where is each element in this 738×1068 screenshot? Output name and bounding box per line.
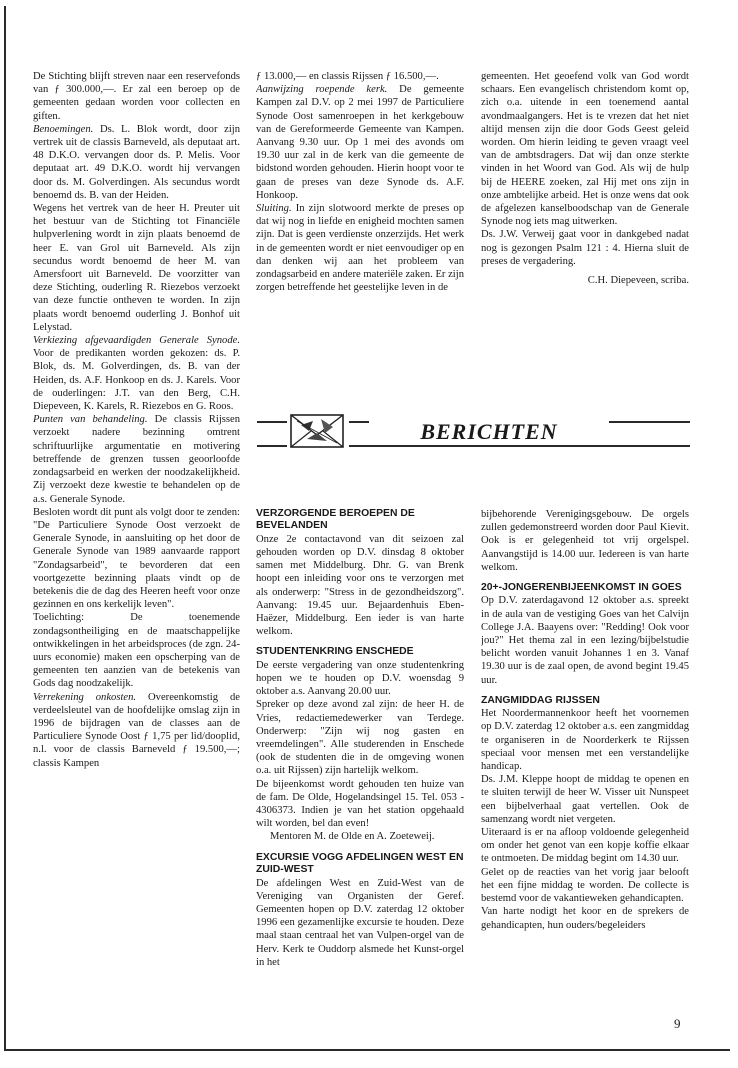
paragraph-lead: Punten van behandeling. [33, 414, 148, 426]
paragraph [256, 202, 464, 294]
paragraph-text: Spreker op deze avond zal zijn: de heer H. de Vries, redactiemedewerker van Terdege. Onderwerp: "Zijn wij nog gasten en vreemdelingen". Alle studerenden in Enschede (ook de studenten die in de omgeving wonen o.a. uit Rijssen) zijn hartelijk welkom. [256, 699, 464, 777]
column-1 [33, 70, 240, 1010]
paragraph [481, 707, 689, 773]
news-heading: STUDENTENKRING ENSCHEDE [256, 646, 414, 658]
paragraph [481, 866, 689, 906]
paragraph-text: ƒ 13.000,— en classis Rijssen ƒ 16.500,—. [256, 71, 439, 82]
paragraph-text: Uiteraard is er na afloop voldoende gelegenheid om onder het genot van een kopje koffie elkaar te ontmoeten. De middag begint om 14.30 uur. [481, 827, 689, 865]
paragraph-text: Gelet op de reacties van het vorig jaar belooft het een fijne middag te worden. De collecte is bestemd voor de vakantieweken gehandicapten. [481, 866, 689, 905]
paragraph-text: Onze 2e contactavond van dit seizoen zal gehouden worden op D.V. dinsdag 8 oktober samen met Middelburg. Dhr. G. van Brenk hoopt een inleiding voor ons te verzorgen met als onderwerp: "Stress in de gezondheidszorg". Aanvang: 19.45 uur. Bejaardenhuis Eben-Haëzer, Middelburg. Een ieder is van harte welkom. [256, 533, 464, 638]
paragraph [33, 70, 240, 123]
paragraph-text: Toelichting: De toenemende zondagsontheiliging en de maatschappelijke ontwikkelingen in het arbeidsproces (de zgn. 24-uurs economie) maken een opscherping van de gemeenten ten aanzien van de betekenis van Gods dag noodzakelijk. [33, 612, 240, 690]
paragraph-text: Van harte nodigt het koor en de sprekers de gehandicapten, hun ouders/begeleiders [481, 906, 689, 931]
paragraph [481, 826, 689, 866]
paragraph [481, 773, 689, 826]
paragraph-text: Wegens het vertrek van de heer H. Preuter uit het bestuur van de Stichting tot Financiële hulpverlening wordt in zijn plaats benoemd de heer E. van Grol uit Barneveld. Als zijn secundus wordt benoemd de heer M. van Amersfoort uit Barneveld. De voorzitter van deze Stichting, ouderling R. Riezebos verzoekt van deze functie ontheven te worden. In zijn plaats wordt benoemd ouderling J. Bonhof uit Lelystad. [33, 203, 240, 333]
paragraph-text: Op D.V. zaterdagavond 12 oktober a.s. spreekt in de aula van de vestiging Goes van het Calvijn College J.A. Baayens over: "Redding! Ook voor jou?" Het thema zal in een lezing/bijbelstudie belicht worden vanuit Johannes 1 en 3. Vanaf 19.30 uur is de zaal open, de avond begint 19.45 uur. [481, 595, 689, 686]
paragraph-text: Het Noordermannenkoor heeft het voornemen op D.V. zaterdag 12 oktober a.s. een zangmiddag te organiseren in de Noorderkerk te Rijssen speciaal voor mensen met een verstandelijke handicap. [481, 708, 689, 773]
paragraph-lead: Benoemingen. [33, 123, 94, 135]
paragraph-lead: Sluiting. [256, 203, 292, 215]
paragraph [33, 413, 240, 505]
paragraph-text: Overeenkomstig de verdeelsleutel van de hoofdelijke omslag zijn in 1996 de bijdragen van de classes aan de Particuliere Synode Oost ƒ 1,75 per lid/dooplid, n.l. voor de classis Barneveld ƒ 19.500,—; classis Kampen [33, 691, 240, 769]
news-heading: EXCURSIE VOGG AFDELINGEN WEST EN ZUID-WEST [256, 851, 464, 876]
paragraph-lead: Verkiezing afgevaardigden Generale Synode. [33, 335, 240, 347]
berichten-banner [257, 409, 690, 449]
news-column-left [256, 508, 464, 1008]
column-2 [256, 70, 464, 400]
paragraph-lead: Aanwijzing roepende kerk. [256, 84, 388, 96]
paragraph [256, 659, 464, 699]
news-heading: 20+-JONGERENBIJEENKOMST IN GOES [481, 582, 682, 594]
paragraph-text: Besloten wordt dit punt als volgt door te zenden: "De Particuliere Synode Oost verzoekt de Generale Synode, in aansluiting op het door de Generale Synode van 1989 aanvaarde rapport "Zondagsarbeid", te bevorderen dat een voortgezette bezinning plaats vindt op de betekenis die de dag des Heeren heeft voor onze gezinnen en ons kerkelijk leven". [33, 506, 240, 611]
paragraph [256, 778, 464, 831]
paragraph [256, 70, 464, 83]
paragraph [256, 877, 464, 969]
paragraph-text: De eerste vergadering van onze studentenkring hopen we te houden op D.V. woensdag 9 oktober a.s. Aanvang 20.00 uur. [256, 659, 464, 698]
paragraph-text: De Stichting blijft streven naar een reservefonds van ƒ 300.000,—. Er zal een beroep op de gemeenten gedaan worden voor collecten en giften. [33, 71, 240, 122]
paragraph [33, 334, 240, 413]
paragraph-text: Ds. L. Blok wordt, door zijn vertrek uit de classis Barneveld, als deputaat art. 48 D.K.O. vervangen door ds. P. Melis. Voor deputaat art. 49 D.K.O. wordt hij vervangen door ds. M. Golverdingen. Als secundus wordt benoemd ds. B. van der Heiden. [33, 123, 240, 201]
paragraph [481, 594, 689, 686]
news-heading: ZANGMIDDAG RIJSSEN [481, 694, 600, 706]
page-number: 9 [674, 1016, 681, 1031]
paragraph-text: bijbehorende Verenigingsgebouw. De orgels zullen gedemonstreerd worden door Paul Kievit. Ook is er gelegenheid tot vrij orgelspel. Aanvangstijd is 14.00 uur. Iedereen is van harte welkom. [481, 509, 689, 573]
news-column-right [481, 508, 689, 1008]
paragraph-text: gemeenten. Het geoefend volk van God wordt schaars. Een evangelisch christendom komt op, zich o.a. uitende in een toenemend aantal avondmaalgangers. Het is te vrezen dat het niet altijd mensen zijn die door Gods Geest geleid worden. Om hierin leiding te geven vraagt veel van de ambtsdragers. Dat wij dan onze sterkte vinden in het Woord van God. Als wij de hulp bij de HEERE zoeken, zal Hij met ons zijn in onze ambtelijke arbeid. Het is onze wens dat ook de afgelezen kanselboodschap van de Generale Synode nog iets mag uitwerken. [481, 71, 689, 228]
paragraph-lead: Verrekening onkosten. [33, 691, 137, 703]
section-title: BERICHTEN [369, 419, 609, 445]
envelope-logo-icon [287, 409, 349, 451]
paragraph-text: Ds. J.M. Kleppe hoopt de middag te openen en te sluiten terwijl de heer W. Visser uit Nunspeet een bijbelverhaal gaat vertellen. Ook de samenzang wordt niet vergeten. [481, 774, 689, 825]
paragraph [256, 83, 464, 202]
paragraph [33, 123, 240, 202]
paragraph-text: Ds. J.W. Verweij gaat voor in dankgebed nadat nog is gezongen Psalm 121 : 4. Hierna sluit de preses de vergadering. [481, 229, 689, 267]
paragraph [33, 691, 240, 770]
paragraph-text: De bijeenkomst wordt gehouden ten huize van de fam. De Olde, Hogelandsingel 15. Tel. 053 - 4306373. Indien je van het station opgehaald wilt worden, bel dan even! [256, 778, 464, 830]
paragraph [33, 506, 240, 612]
paragraph [256, 533, 464, 639]
paragraph-text: De classis Rijssen verzoekt nadere bezinning omtrent schriftuurlijke argumentatie en motivering betreffende de grenzen tussen geoorloofde zondagsarbeid en werken der noodzakelijkheid. Zij verzoekt deze kwestie te behandelen op de a.s. Generale Synode. [33, 414, 240, 505]
news-heading: VERZORGENDE BEROEPEN DE BEVELANDEN [256, 508, 415, 532]
column-3 [481, 70, 689, 400]
paragraph-text: Voor de predikanten worden gekozen: ds. P. Blok, ds. M. Golverdingen, ds. B. van der Heiden, ds. A.F. Honkoop en ds. J. Karels. Voor de ouderlingen: J.T. van den Berg, C.H. Diepeveen, K. Karels, R. Riezebos en G. Roos. [33, 348, 240, 413]
paragraph [481, 905, 689, 931]
paragraph-text: De afdelingen West en Zuid-West van de Vereniging van Organisten der Geref. Gemeenten hopen op D.V. zaterdag 12 oktober 1996 een gezamenlijke excursie te houden. Deze maal staan centraal het van Vulpen-orgel van de Herv. Kerk te Ouddorp alsmede het Kunst-orgel in het [256, 877, 464, 968]
paragraph-text: De gemeente Kampen zal D.V. op 2 mei 1997 de Particuliere Synode Oost samenroepen in het kerkgebouw van de Gereformeerde Gemeente van Kampen. Aanvang 9.30 uur. Op 1 mei des avonds om 19.30 uur zal in de kerk van die gemeente de bidstond worden gehouden. Hierin hoopt voor te gaan de preses van deze Synode ds. A.F. Honkoop. [256, 84, 464, 201]
paragraph [256, 698, 464, 777]
signature: C.H. Diepeveen, scriba. [587, 275, 689, 287]
paragraph [481, 228, 689, 268]
paragraph [481, 508, 689, 574]
paragraph [33, 202, 240, 334]
paragraph [481, 70, 689, 228]
paragraph [33, 611, 240, 690]
byline: Mentoren M. de Olde en A. Zoeteweij. [270, 831, 435, 843]
paragraph-text: In zijn slotwoord merkte de preses op dat wij nog in liefde en enigheid mochten samen zijn. Dat is geen verdienste onzerzijds. Het werk in de gemeenten wordt er niet eenvoudiger op en dan denken wij aan het probleem van zondagsarbeid en andere materiële zaken. Er zijn zorgen betreffende het geestelijke leven in de [256, 203, 464, 294]
